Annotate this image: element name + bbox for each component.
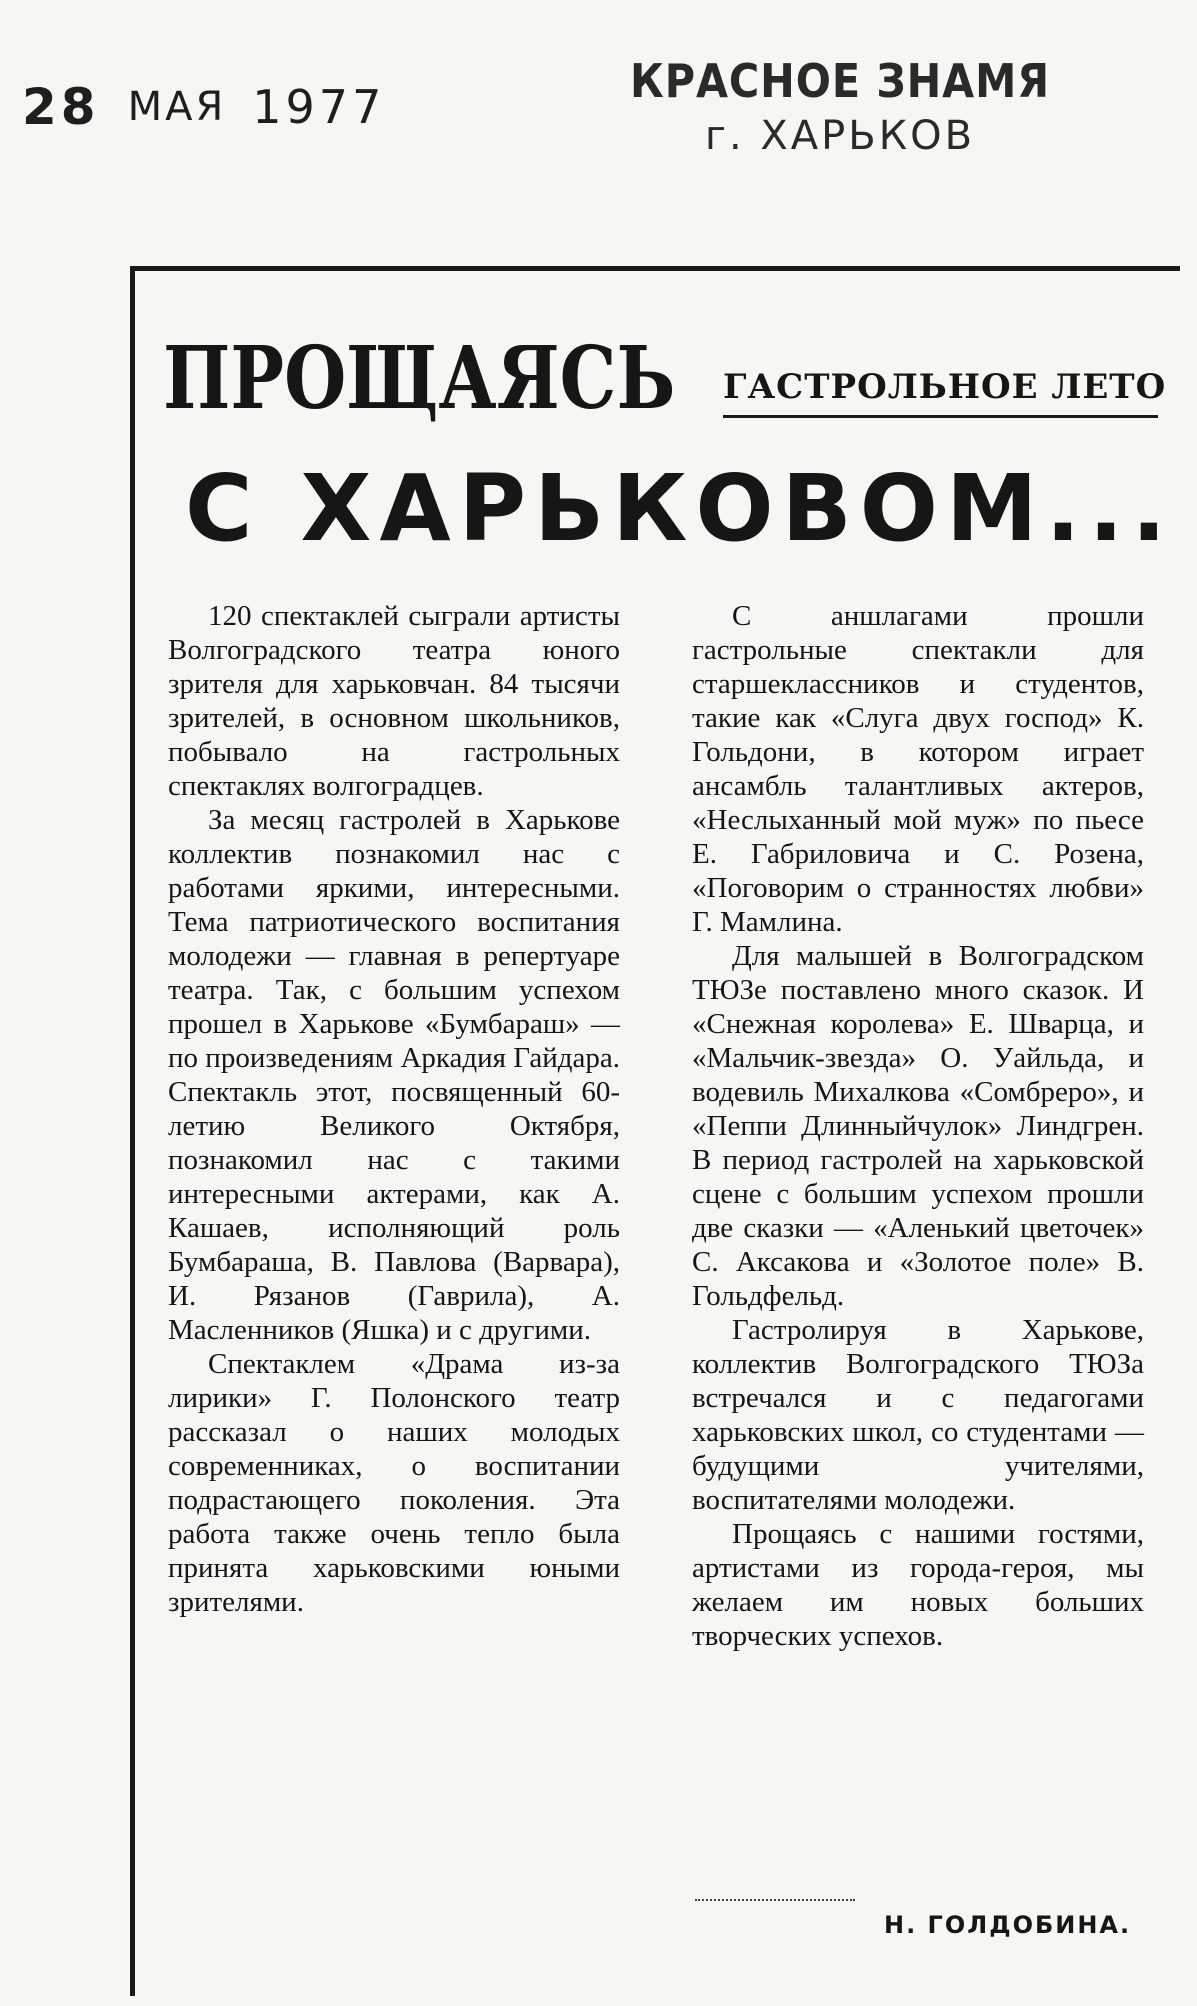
date-stamp-day: 28 bbox=[22, 78, 100, 136]
newspaper-city: г. ХАРЬКОВ bbox=[704, 113, 976, 159]
date-stamp-year: 1977 bbox=[252, 80, 386, 134]
newspaper-stamp bbox=[598, 52, 1082, 162]
article-paragraph-3: Спектаклем «Драма из-за лирики» Г. Полонского театр рассказал о наших молодых современниках, о воспитании подрастающего поколения. Эта работа также очень тепло была принята харьковскими юными зрителями. bbox=[168, 1348, 620, 1618]
article-paragraph-5: Для малышей в Волгоградском ТЮЗе поставлено много сказок. И «Снежная королева» Е. Шварца, и «Мальчик-звезда» О. Уайльда, и водевиль Михалкова «Сомбреро», и «Пеппи Длинныйчулок» Линдгрен. В период гастролей на харьковской сцене с большим успехом прошли две сказки — «Аленький цветочек» С. Аксакова и «Золотое поле» В. Гольдфельд. bbox=[692, 940, 1144, 1312]
article-column-right bbox=[692, 599, 1144, 1653]
article-clipping bbox=[130, 266, 1180, 1996]
rubric-label: ГАСТРОЛЬНОЕ ЛЕТО bbox=[723, 367, 1158, 418]
date-stamp-month: МАЯ bbox=[127, 84, 227, 130]
article-paragraph-4: С аншлагами прошли гастрольные спектакли для старшеклассников и студентов, такие как «Слуга двух господ» К. Гольдони, в котором играет ансамбль талантливых актеров, «Неслыханный мой муж» по пьесе Е. Габриловича и С. Розена, «Поговорим о странностях любви» Г. Мамлина. bbox=[692, 600, 1144, 938]
article-column-left bbox=[168, 599, 620, 1619]
headline-line-1: ПРОЩАЯСЬ bbox=[163, 328, 676, 429]
date-stamp bbox=[22, 78, 385, 136]
article-paragraph-2: За месяц гастролей в Харькове коллектив познакомил нас с работами яркими, интересными. Тема патриотического воспитания молодежи — главная в репертуаре театра. Так, с большим успехом прошел в Харькове «Бумбараш» — по произведениям Аркадия Гайдара. Спектакль этот, посвященный 60-летию Великого Октября, познакомил нас с такими интересными актерами, как А. Кашаев, исполняющий роль Бумбараша, В. Павлова (Варвара), И. Рязанов (Гаврила), А. Масленников (Яшка) и с другими. bbox=[168, 804, 620, 1346]
signature-divider bbox=[695, 1899, 855, 1901]
article-paragraph-1: 120 спектаклей сыграли артисты Волгоградского театра юного зрителя для харьковчан. 84 тысячи зрителей, в основном школьников, побывало на гастрольных спектаклях волгоградцев. bbox=[168, 600, 620, 802]
author-signature: Н. ГОЛДОБИНА. bbox=[884, 1911, 1132, 1939]
article-paragraph-6: Гастролируя в Харькове, коллектив Волгоградского ТЮЗа встречался и с педагогами харьковских школ, со студентами — будущими учителями, воспитателями молодежи. bbox=[692, 1314, 1144, 1516]
newspaper-name: КРАСНОЕ ЗНАМЯ bbox=[629, 54, 1051, 108]
headline-line-2: С ХАРЬКОВОМ... bbox=[185, 455, 1175, 562]
article-paragraph-7: Прощаясь с нашими гостями, артистами из города-героя, мы желаем им новых больших творческих успехов. bbox=[692, 1518, 1144, 1652]
